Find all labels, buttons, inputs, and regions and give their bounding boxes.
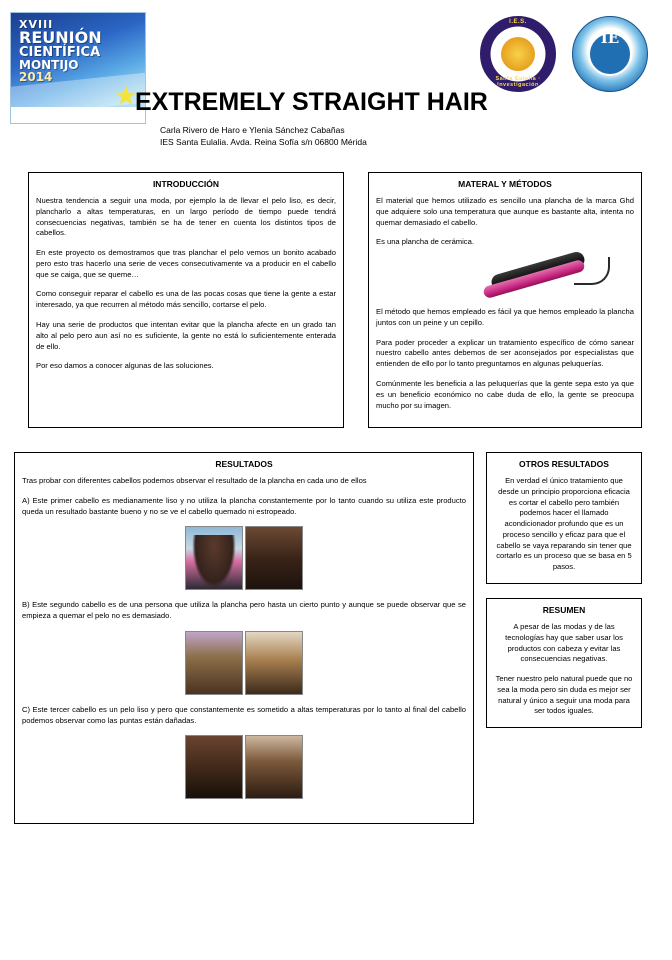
sun-icon — [501, 37, 535, 71]
summary-panel — [486, 598, 642, 728]
introduction-paragraph: Como conseguir reparar el cabello es una de las pocas cosas que tiene la gente a estar interesado, ya que recurren al método más sencillo, cortarse el pelo. — [36, 289, 336, 310]
hair-photo-a1 — [185, 526, 243, 590]
materials-paragraph: El material que hemos utilizado es sencillo una plancha de la marca Ghd que adquiere solo una temperatura que aunque es bastante alta, intenta no quemar demasiado el cabello. — [376, 196, 634, 227]
hair-photo-b2 — [245, 631, 303, 695]
methods-paragraph: El método que hemos empleado es fácil ya que hemos empleado la plancha juntos con un peine y un cepillo. — [376, 307, 634, 327]
other-results-title: OTROS RESULTADOS — [519, 459, 609, 469]
result-item-c-text: C) Este tercer cabello es un pelo liso y pero que constantemente es sometido a altas temperaturas por lo tanto al final del cabello podemos observar como las puntas están dañadas. — [22, 704, 466, 725]
result-item-b-photos — [22, 631, 466, 695]
hair-photo-c2 — [245, 735, 303, 799]
authors-affiliation: IES Santa Eulalia. Avda. Reina Sofía s/n 06800 Mérida — [160, 137, 367, 148]
introduction-title: INTRODUCCIÓN — [152, 179, 220, 189]
results-intro-text: Tras probar con diferentes cabellos podemos observar el resultado de la plancha en cada uno de ellos — [22, 476, 367, 485]
ies-logo-bottom-text: Santa Eulalia · Investigación — [495, 76, 541, 88]
logo-footer-bar — [11, 107, 145, 123]
congress-logo-line4: MONTIJO — [19, 58, 79, 72]
summary-title: RESUMEN — [542, 605, 586, 615]
materials-paragraph: Es una plancha de cerámica. — [376, 237, 474, 247]
results-title: RESULTADOS — [215, 459, 273, 469]
introduction-paragraph: Hay una serie de productos que intentan evitar que la plancha afecte en un grado tan alto al pelo pero aun así no es suficiente, la gente no está lo suficientemente enterada de ello. — [36, 320, 336, 351]
hair-straightener-photo — [376, 257, 634, 299]
page-title: EXTREMELY STRAIGHT HAIR — [135, 88, 488, 116]
hair-photo-a2 — [245, 526, 303, 590]
ies-sun-logo — [480, 16, 556, 92]
congress-logo-text — [19, 19, 102, 83]
methods-paragraph: Comúnmente les beneficia a las peluquerías que la gente sepa esto ya que es un beneficio económico no cabe duda de ello, la gente se preocupa mucho por su imagen. — [376, 379, 634, 410]
summary-paragraph: Tener nuestro pelo natural puede que no sea la moda pero sin duda es mejor ser natural y único a seguir una moda para ser todos iguales. — [495, 674, 633, 716]
poster-header — [0, 0, 672, 148]
junta-logo-letters: IE — [600, 29, 620, 47]
introduction-panel — [28, 172, 344, 428]
introduction-paragraph: Nuestra tendencia a seguir una moda, por ejemplo la de llevar el pelo liso, es decir, plancharlo a altas temperaturas, en un largo período de tiempo puede tendrá consecuencias negativas, también se ha de tener en cuenta los distintos tipos de cabellos. — [36, 196, 336, 238]
congress-logo-line5: 2014 — [19, 70, 53, 84]
result-item-a-text: A) Este primer cabello es medianamente liso y no utiliza la plancha constantemente por lo tanto cuando su utiliza este producto queda un resultado bastante bueno y no se ve el cabello quemado ni estropeado. — [22, 495, 466, 516]
authors — [160, 124, 580, 149]
result-item-c-photos — [22, 735, 466, 799]
ies-logo-top-text: I.E.S. — [509, 19, 527, 25]
materials-methods-title: MATERAL Y MÉTODOS — [458, 179, 552, 189]
result-item-a-photos — [22, 526, 466, 590]
congress-logo-line1: XVIII — [19, 18, 54, 31]
materials-methods-panel — [368, 172, 642, 428]
junta-extremadura-logo — [572, 16, 648, 92]
other-results-panel — [486, 452, 642, 584]
methods-paragraph: Para poder proceder a explicar un tratamiento específico de cómo sanear nuestro cabello antes debemos de ser aconsejados por especialistas que entienden de ello por lo tanto preguntamos en algunas peluquerías. — [376, 337, 634, 369]
result-item-b-text: B) Este segundo cabello es de una persona que utiliza la plancha pero hasta un cierto punto y aunque se puede observar que se empieza a quemar el pelo no es demasiado. — [22, 600, 466, 621]
results-panel — [14, 452, 474, 824]
congress-logo — [10, 12, 146, 124]
other-results-paragraph: En verdad el único tratamiento que desde un principio proporciona eficacia es cortar el cabello pero también podemos hacer el llamado acondicionador profundo que es un proceso sencillo y eficaz para que el cabello se vaya reparando sin tener que cortarlo es un proceso que se basa en 5 pasos. — [496, 476, 632, 572]
introduction-paragraph: En este proyecto os demostramos que tras planchar el pelo vemos un bonito acabado pero esto tras hacerlo una serie de veces consecutivamente va a producir en el cabello que se caiga, que se queme… — [36, 248, 336, 279]
congress-logo-line3: CIENTÍFICA — [19, 45, 101, 60]
hair-photo-b1 — [185, 631, 243, 695]
congress-logo-line2: REUNIÓN — [19, 28, 102, 47]
summary-paragraph: A pesar de las modas y de las tecnologías hay que saber usar los productos con cabeza y evitar las consecuencias negativas. — [505, 622, 623, 664]
authors-names: Carla Rivero de Haro e Ylenia Sánchez Cabañas — [160, 125, 345, 135]
introduction-paragraph: Por eso damos a conocer algunas de las soluciones. — [36, 361, 214, 371]
hair-photo-c1 — [185, 735, 243, 799]
